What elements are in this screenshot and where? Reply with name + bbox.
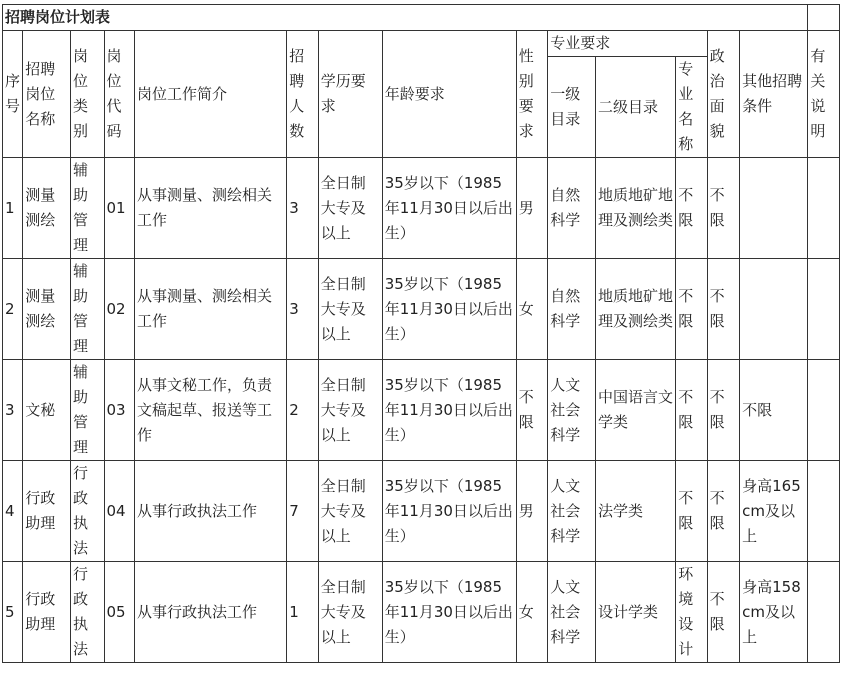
cell-other: 身高158cm及以上: [740, 562, 808, 663]
cell-education: 全日制大专及以上: [318, 461, 382, 562]
cell-major-level1: 自然科学: [548, 259, 596, 360]
cell-notes: [808, 562, 840, 663]
cell-education: 全日制大专及以上: [318, 360, 382, 461]
cell-seq: 4: [3, 461, 23, 562]
cell-post-code: 02: [104, 259, 134, 360]
cell-intro: 从事行政执法工作: [134, 562, 286, 663]
table-row: [3, 461, 840, 562]
cell-count: 1: [287, 562, 318, 663]
cell-other: 不限: [740, 360, 808, 461]
cell-age: 35岁以下（1985年11月30日以后出生）: [382, 259, 516, 360]
header-intro: 岗位工作简介: [134, 31, 286, 158]
table-row: [3, 259, 840, 360]
header-major-name: 专业名称: [676, 57, 707, 158]
cell-post-type: 行政执法: [71, 461, 105, 562]
table-title: 招聘岗位计划表: [3, 5, 808, 31]
table-row: [3, 158, 840, 259]
cell-intro: 从事行政执法工作: [134, 461, 286, 562]
cell-notes: [808, 158, 840, 259]
cell-age: 35岁以下（1985年11月30日以后出生）: [382, 461, 516, 562]
table-row: [3, 562, 840, 663]
cell-education: 全日制大专及以上: [318, 562, 382, 663]
cell-major-level1: 自然科学: [548, 158, 596, 259]
cell-seq: 5: [3, 562, 23, 663]
cell-major-level2: 地质地矿地理及测绘类: [595, 259, 675, 360]
cell-post-code: 04: [104, 461, 134, 562]
cell-age: 35岁以下（1985年11月30日以后出生）: [382, 360, 516, 461]
cell-major-name: 环境设计: [676, 562, 707, 663]
cell-intro: 从事文秘工作，负责文稿起草、报送等工作: [134, 360, 286, 461]
table-row: [3, 360, 840, 461]
cell-major-level2: 地质地矿地理及测绘类: [595, 158, 675, 259]
header-post-name: 招聘岗位名称: [23, 31, 71, 158]
recruitment-plan-table: [2, 4, 840, 663]
cell-post-name: 文秘: [23, 360, 71, 461]
header-age: 年龄要求: [382, 31, 516, 158]
header-education: 学历要求: [318, 31, 382, 158]
cell-other: [740, 158, 808, 259]
cell-seq: 1: [3, 158, 23, 259]
header-major-level2: 二级目录: [595, 57, 675, 158]
header-major-level1: 一级目录: [548, 57, 596, 158]
cell-post-name: 行政助理: [23, 562, 71, 663]
cell-gender: 男: [516, 461, 547, 562]
cell-post-type: 辅助管理: [71, 259, 105, 360]
title-blank-cell: [808, 5, 840, 31]
cell-post-name: 测量测绘: [23, 158, 71, 259]
header-major-group: 专业要求: [548, 31, 707, 57]
cell-other: [740, 259, 808, 360]
cell-major-level1: 人文社会科学: [548, 360, 596, 461]
header-seq: 序号: [3, 31, 23, 158]
cell-major-level2: 法学类: [595, 461, 675, 562]
cell-post-type: 辅助管理: [71, 360, 105, 461]
cell-major-level1: 人文社会科学: [548, 461, 596, 562]
cell-seq: 2: [3, 259, 23, 360]
cell-gender: 女: [516, 259, 547, 360]
header-notes: 有关说明: [808, 31, 840, 158]
cell-count: 7: [287, 461, 318, 562]
cell-count: 3: [287, 259, 318, 360]
cell-post-code: 01: [104, 158, 134, 259]
cell-major-level2: 中国语言文学类: [595, 360, 675, 461]
cell-seq: 3: [3, 360, 23, 461]
header-post-code: 岗位代码: [104, 31, 134, 158]
cell-intro: 从事测量、测绘相关工作: [134, 158, 286, 259]
cell-major-name: 不限: [676, 360, 707, 461]
cell-gender: 男: [516, 158, 547, 259]
cell-major-name: 不限: [676, 158, 707, 259]
cell-politics: 不限: [707, 360, 739, 461]
cell-count: 3: [287, 158, 318, 259]
header-post-type: 岗位类别: [71, 31, 105, 158]
cell-age: 35岁以下（1985年11月30日以后出生）: [382, 158, 516, 259]
cell-post-type: 辅助管理: [71, 158, 105, 259]
cell-major-level1: 人文社会科学: [548, 562, 596, 663]
cell-major-level2: 设计学类: [595, 562, 675, 663]
cell-major-name: 不限: [676, 461, 707, 562]
cell-education: 全日制大专及以上: [318, 259, 382, 360]
header-politics: 政治面貌: [707, 31, 739, 158]
cell-major-name: 不限: [676, 259, 707, 360]
header-other: 其他招聘条件: [740, 31, 808, 158]
cell-post-name: 行政助理: [23, 461, 71, 562]
cell-other: 身高165cm及以上: [740, 461, 808, 562]
cell-notes: [808, 259, 840, 360]
cell-politics: 不限: [707, 259, 739, 360]
cell-age: 35岁以下（1985年11月30日以后出生）: [382, 562, 516, 663]
cell-notes: [808, 461, 840, 562]
cell-education: 全日制大专及以上: [318, 158, 382, 259]
cell-politics: 不限: [707, 562, 739, 663]
cell-post-name: 测量测绘: [23, 259, 71, 360]
header-count: 招聘人数: [287, 31, 318, 158]
cell-politics: 不限: [707, 461, 739, 562]
cell-notes: [808, 360, 840, 461]
cell-post-code: 03: [104, 360, 134, 461]
cell-politics: 不限: [707, 158, 739, 259]
cell-intro: 从事测量、测绘相关工作: [134, 259, 286, 360]
cell-gender: 女: [516, 562, 547, 663]
cell-post-code: 05: [104, 562, 134, 663]
cell-count: 2: [287, 360, 318, 461]
cell-post-type: 行政执法: [71, 562, 105, 663]
header-gender: 性别要求: [516, 31, 547, 158]
cell-gender: 不限: [516, 360, 547, 461]
